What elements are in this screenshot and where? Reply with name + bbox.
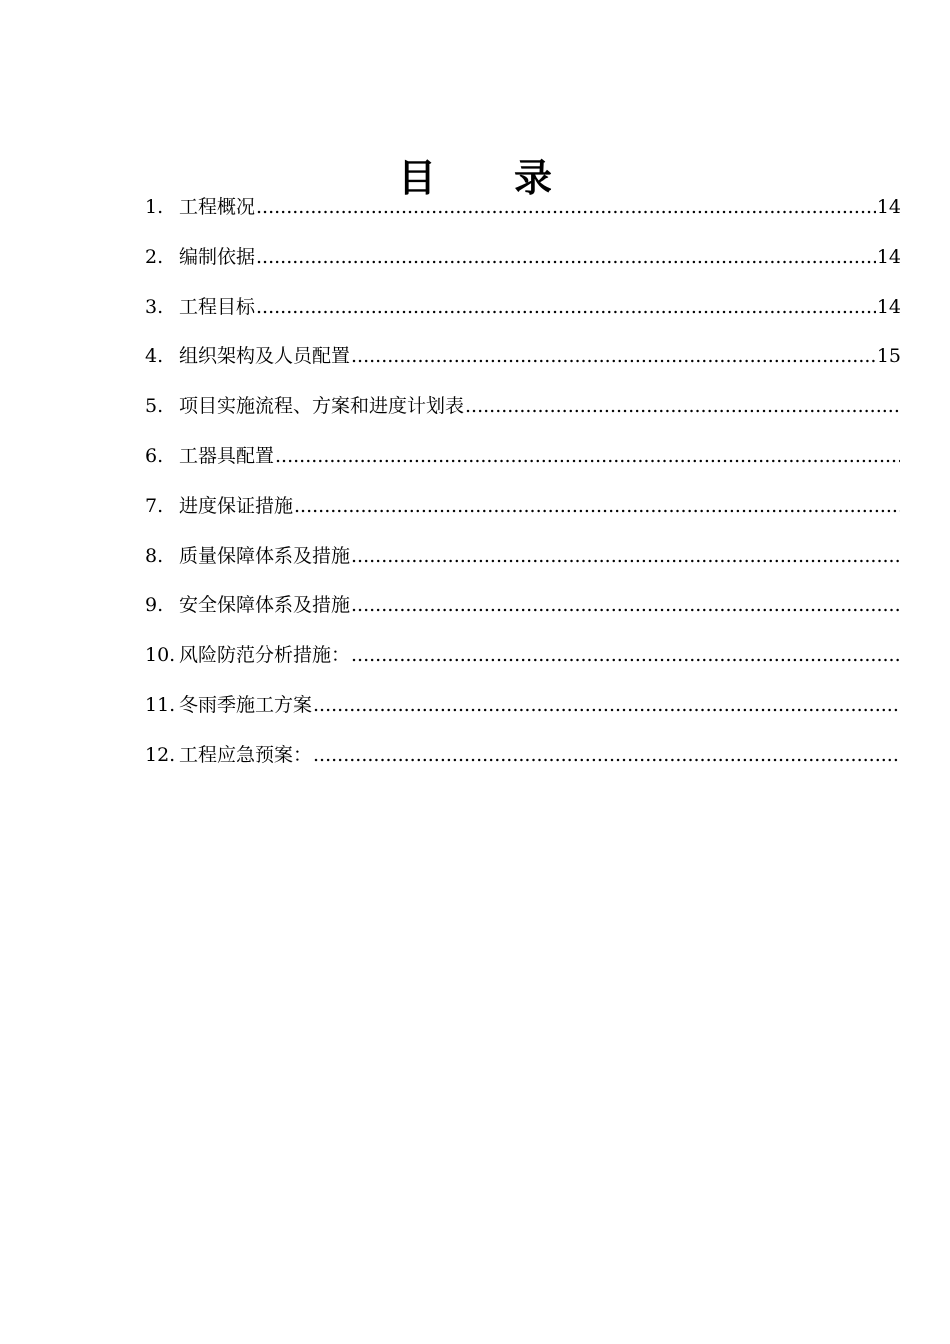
toc-dot-leader	[256, 240, 876, 274]
toc-entry-8[interactable]	[145, 539, 901, 589]
toc-dot-leader	[313, 738, 900, 772]
toc-entry-number: 3.	[145, 295, 164, 318]
toc-title-char-1: 目	[397, 156, 436, 201]
toc-dot-leader	[313, 688, 900, 722]
toc-entry-number: 8.	[145, 544, 164, 567]
toc-entry-page: 14	[876, 196, 901, 218]
toc-entry-number: 12.	[145, 743, 176, 766]
toc-dot-leader	[351, 638, 900, 672]
toc-entry-1[interactable]	[145, 190, 901, 240]
toc-dot-leader	[256, 290, 876, 324]
toc-entry-title: 工程概况	[179, 196, 256, 218]
toc-entry-page: 15	[876, 345, 901, 368]
toc-entry-title: 进度保证措施	[179, 494, 294, 517]
toc-entry-6[interactable]	[145, 439, 901, 489]
toc-entry-title: 风险防范分析措施：	[179, 644, 351, 667]
toc-list	[145, 190, 901, 788]
toc-entry-title: 工程目标	[179, 295, 256, 318]
toc-title-char-2: 录	[514, 156, 553, 201]
toc-entry-7[interactable]	[145, 489, 901, 539]
toc-entry-4[interactable]	[145, 339, 901, 389]
toc-entry-page: 14	[876, 295, 901, 318]
toc-entry-number: 5.	[145, 395, 164, 418]
toc-dot-leader	[294, 489, 900, 523]
toc-dot-leader	[351, 539, 900, 573]
toc-entry-number: 4.	[145, 345, 164, 368]
toc-entry-number: 6.	[145, 444, 164, 467]
toc-entry-10[interactable]	[145, 638, 901, 688]
toc-dot-leader	[465, 389, 900, 423]
toc-entry-title: 工程应急预案：	[179, 743, 313, 766]
toc-entry-3[interactable]	[145, 290, 901, 340]
toc-entry-number: 11.	[145, 693, 176, 716]
toc-entry-title: 质量保障体系及措施	[179, 544, 351, 567]
toc-entry-title: 编制依据	[179, 245, 256, 268]
toc-dot-leader	[256, 190, 876, 224]
toc-entry-11[interactable]	[145, 688, 901, 738]
toc-dot-leader	[351, 339, 876, 373]
toc-entry-title: 工器具配置	[179, 444, 275, 467]
toc-entry-title: 安全保障体系及措施	[179, 594, 351, 617]
toc-entry-number: 1.	[145, 196, 164, 218]
toc-entry-title: 项目实施流程、方案和进度计划表	[179, 395, 465, 418]
toc-entry-number: 9.	[145, 594, 164, 617]
toc-entry-12[interactable]	[145, 738, 901, 788]
toc-dot-leader	[351, 588, 900, 622]
toc-entry-title: 组织架构及人员配置	[179, 345, 351, 368]
toc-entry-number: 7.	[145, 494, 164, 517]
toc-entry-title: 冬雨季施工方案	[179, 693, 313, 716]
toc-entry-9[interactable]	[145, 588, 901, 638]
toc-entry-number: 10.	[145, 644, 176, 667]
toc-dot-leader	[275, 439, 900, 473]
toc-entry-page: 14	[876, 245, 901, 268]
toc-entry-number: 2.	[145, 245, 164, 268]
toc-entry-5[interactable]	[145, 389, 901, 439]
toc-entry-2[interactable]	[145, 240, 901, 290]
